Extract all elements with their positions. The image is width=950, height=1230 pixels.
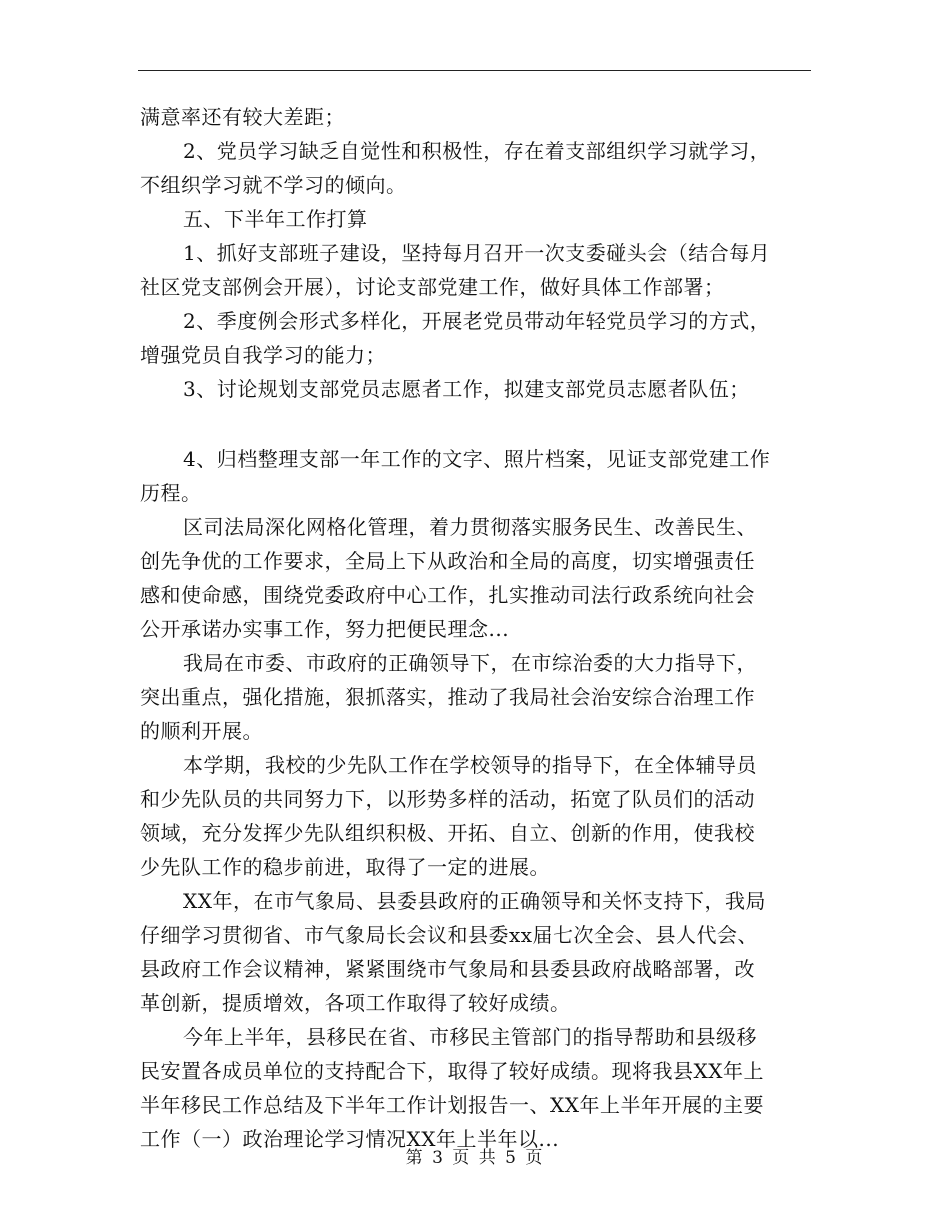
text-line: 革创新，提质增效，各项工作取得了较好成绩。 bbox=[140, 991, 571, 1015]
text-line: 公开承诺办实事工作，努力把便民理念... bbox=[140, 617, 510, 641]
blank-gap bbox=[140, 406, 810, 442]
text-line: XX年，在市气象局、县委县政府的正确领导和关怀支持下，我局 bbox=[183, 889, 766, 913]
text-line: 3、讨论规划支部党员志愿者工作，拟建支部党员志愿者队伍； bbox=[183, 377, 750, 401]
text-line: 和少先队员的共同努力下，以形势多样的活动，拓宽了队员们的活动 bbox=[140, 787, 755, 811]
text-line: 领域，充分发挥少先队组织积极、开拓、自立、创新的作用，使我校 bbox=[140, 821, 755, 845]
text-line: 不组织学习就不学习的倾向。 bbox=[140, 173, 407, 197]
text-line: 感和使命感，围绕党委政府中心工作，扎实推动司法行政系统向社会 bbox=[140, 583, 755, 607]
text-line: 4、归档整理支部一年工作的文字、照片档案，见证支部党建工作 bbox=[183, 447, 771, 471]
text-line: 的顺利开展。 bbox=[140, 719, 263, 743]
text-line: 增强党员自我学习的能力； bbox=[140, 343, 386, 367]
text-line: 五、下半年工作打算 bbox=[183, 207, 368, 231]
text-line: 仔细学习贯彻省、市气象局长会议和县委xx届七次全会、县人代会、 bbox=[140, 923, 759, 947]
text-block-after-gap bbox=[140, 442, 810, 1156]
text-line: 本学期，我校的少先队工作在学校领导的指导下，在全体辅导员 bbox=[183, 753, 757, 777]
text-line: 2、季度例会形式多样化，开展老党员带动年轻党员学习的方式， bbox=[183, 309, 771, 333]
text-line: 区司法局深化网格化管理，着力贯彻落实服务民生、改善民生、 bbox=[183, 515, 757, 539]
text-line: 县政府工作会议精神，紧紧围绕市气象局和县委县政府战略部署，改 bbox=[140, 957, 755, 981]
page-number-footer: 第 3 页 共 5 页 bbox=[405, 1148, 545, 1168]
text-block-before-gap bbox=[140, 100, 810, 406]
text-line: 1、抓好支部班子建设，坚持每月召开一次支委碰头会（结合每月 bbox=[183, 241, 771, 265]
text-line: 我局在市委、市政府的正确领导下，在市综治委的大力指导下， bbox=[183, 651, 757, 675]
header-rule bbox=[138, 70, 811, 71]
text-line: 今年上半年，县移民在省、市移民主管部门的指导帮助和县级移 bbox=[183, 1025, 757, 1049]
text-line: 工作（一）政治理论学习情况XX年上半年以... bbox=[140, 1127, 560, 1151]
document-body bbox=[140, 100, 810, 1156]
text-line: 民安置各成员单位的支持配合下，取得了较好成绩。现将我县XX年上 bbox=[140, 1059, 764, 1083]
text-line: 突出重点，强化措施，狠抓落实，推动了我局社会治安综合治理工作 bbox=[140, 685, 755, 709]
text-line: 少先队工作的稳步前进，取得了一定的进展。 bbox=[140, 855, 550, 879]
text-line: 社区党支部例会开展），讨论支部党建工作，做好具体工作部署； bbox=[140, 275, 725, 299]
text-line: 2、党员学习缺乏自觉性和积极性，存在着支部组织学习就学习， bbox=[183, 139, 771, 163]
text-line: 历程。 bbox=[140, 481, 202, 505]
text-line: 创先争优的工作要求，全局上下从政治和全局的高度，切实增强责任 bbox=[140, 549, 755, 573]
text-line: 半年移民工作总结及下半年工作计划报告一、XX年上半年开展的主要 bbox=[140, 1093, 764, 1117]
text-line: 满意率还有较大差距； bbox=[140, 105, 345, 129]
